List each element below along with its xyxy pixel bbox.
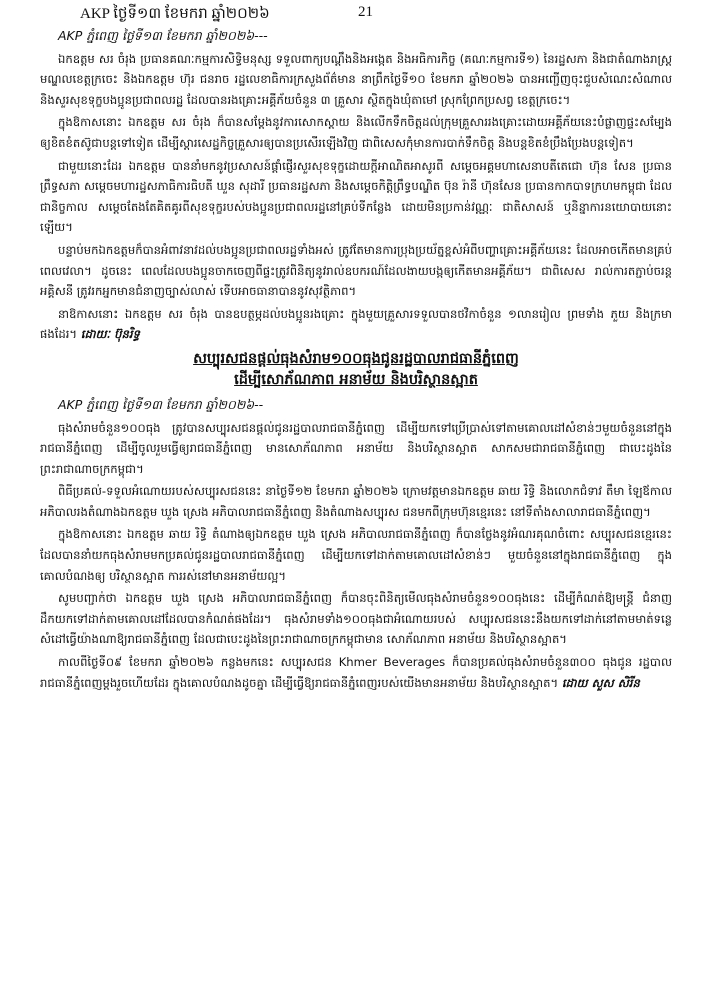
page-content — [40, 26, 672, 695]
article-1 — [40, 26, 672, 345]
article-1-paragraph-1: ឯកឧត្តម សរ ចំរុង ប្រធានគណៈកម្មការសិទ្ធិមនុស្ស ទទួលពាក្យបណ្តឹងនិងអង្កេត និងអធិការកិច្ច (គណៈកម្មការទី១) នៃរដ្ឋសភា និងជាតំណាងរាស្រ្តមណ្ឌលខេត្តក្រចេះ និងឯកឧត្តម ហ៊ុរ ជនរាច រដ្ឋលេខាធិការក្រសួងព័ត៌មាន នាព្រឹកថ្ងៃទី១០ ខែមករា ឆ្នាំ២០២៦ បានអញ្ជើញចុះជួបសំណេះសំណាល និងសួរសុខទុក្ខបងប្អូនប្រជាពលរដ្ឋ ដែលបានរងគ្រោះអគ្គីភ័យចំនួន ៣ គ្រួសារ ស្ថិតក្នុងឃុំតាមៅ ស្រុកព្រែកប្រសព្វ ខេត្តក្រចេះ។ — [40, 51, 672, 107]
article-1-paragraph-5 — [40, 304, 672, 345]
article-1-paragraph-2: ក្នុងឱកាសនោះ ឯកឧត្តម សរ ចំរុង ក៏បានសម្តែងនូវការសោកស្តាយ និងលើកទឹកចិត្តដល់ក្រុមគ្រួសាររងគ្រោះដោយអគ្គីភ័យនេះបំផ្លាញផ្ទះសម្បែង ឲ្យខិតខំតស៊ូជាបន្តទៅទៀត ដើម្បីស្តារសេដ្ឋកិច្ចគ្រួសារឲ្យបានប្រសើរឡើងវិញ ជាពិសេសកុំមានការបាក់ទឹកចិត្ត និងបន្តខិតខំប្រឹងប្រែងបន្តទៀត។ — [40, 115, 672, 150]
article-1-paragraph-5-text: នាឱកាសនោះ ឯកឧត្តម សរ ចំរុង បានឧបត្ថម្ភដល់បងប្អូនរងគ្រោះ ក្នុងមួយគ្រួសារទទួលបានថវិកាចំនួន ១លានរៀល ព្រមទាំង ភួយ និងក្រមាផងដែរ។ — [40, 306, 672, 342]
page-number: 21 — [358, 4, 373, 20]
article-2-title — [40, 349, 672, 391]
article-2-paragraph-5-text: កាលពីថ្ងៃទី០៩ ខែមករា ឆ្នាំ២០២៦ កន្លងមកនេះ សប្បុរសជន Khmer Beverages ក៏បានប្រគល់ធុងសំរាមចំនួន៣០០ ធុងជូន រដ្ឋបាលរាជធានីភ្នំពេញម្តងរួចហើយដែរ ក្នុងគោលបំណងដូចគ្នា ដើម្បីធ្វើឱ្យរាជធានីភ្នំពេញរបស់យើងមានអនាម័យ និងបរិស្ថានស្អាត។ — [40, 655, 672, 690]
article-2-paragraph-1: ធុងសំរាមចំនួន១០០ធុង ត្រូវបានសប្បុរសជនផ្តល់ជូនរដ្ឋបាលរាជធានីភ្នំពេញ ដើម្បីយកទៅប្រើប្រាស់ទៅតាមគោលដៅសំខាន់ៗមួយចំនួននៅក្នុងរាជធានីភ្នំពេញ ដើម្បីចូលរួមធ្វើឲ្យរាជធានីភ្នំពេញ មានសោភ័ណភាព អនាម័យ និងបរិស្ថានស្អាត សាកសមជារាជធានីភ្នំពេញ ជាបេះដូងនៃព្រះរាជាណាចក្រកម្ពុជា។ — [40, 420, 672, 476]
article-2-paragraph-3: ក្នុងឱកាសនោះ ឯកឧត្តម ឆាយ រិទ្ធិ តំណាងឲ្យឯកឧត្តម ឃួង ស្រេង អភិបាលរាជធានីភ្នំពេញ ក៏បានថ្លែងនូវអំណរគុណចំពោះ សប្បុរសជនខ្មេរនេះ ដែលបាននាំយកធុងសំរាមមកប្រគល់ជូនរដ្ឋបាលរាជធានីភ្នំពេញ ដើម្បីយកទៅដាក់តាមគោលដៅសំខាន់ៗ មួយចំនួននៅក្នុងរាជធានីភ្នំពេញ ក្នុងគោលបំណងឲ្យ បរិស្ថានស្អាត ការរស់នៅមានអនាម័យល្អ។ — [40, 527, 672, 583]
article-2-dateline: AKP ភ្នំពេញ ថ្ងៃទី១៣ ខែមករា ឆ្នាំ២០២៦-- — [58, 396, 264, 412]
article-2-paragraph-4: សូមបញ្ជាក់ថា ឯកឧត្តម ឃួង ស្រេង អភិបាលរាជធានីភ្នំពេញ ក៏បានចុះពិនិត្យមើលធុងសំរាមចំនួន១០០ធុងនេះ ដើម្បីកំណត់ឱ្យមន្ត្រី ជំនាញ ដឹកយកទៅដាក់តាមគោលដៅដែលបានកំណត់ផងដែរ។ ធុងសំរាមទាំង១០០ធុងជាអំណោយរបស់ សប្បុរសជននេះនឹងយកទៅដាក់នៅតាមមាត់ទន្លេ សំដៅធ្វើយ៉ាងណាឱ្យរាជធានីភ្នំពេញ ដែលជាបេះដូងនៃព្រះរាជាណាចក្រកម្ពុជាមាន សោភ័ណភាព អនាម័យ និងបរិស្ថានស្អាត។ — [40, 591, 672, 647]
article-1-paragraph-4: បន្ទាប់មកឯកឧត្តមក៏បានអំពាវនាវដល់បងប្អូនប្រជាពលរដ្ឋទាំងអស់ ត្រូវតែមានការប្រុងប្រយ័ត្នខ្ពស់អំពីបញ្ហាគ្រោះអគ្គីភ័យនេះ ដែលអាចកើតមានគ្រប់ពេលវេលា។ ដូចនេះ ពេលដែលបងប្អូនចាកចេញពីផ្ទះត្រូវពិនិត្យនូវរាល់ឧបករណ៍ដែលងាយបង្កឲ្យកើតមានអគ្គីភ័យ។ ជាពិសេស រាល់ការតភ្ជាប់ចរន្តអគ្គិសនី ត្រូវរកអ្នកមានជំនាញច្បាស់លាស់ ទើបអាចធានាបាននូវសុវត្ថិភាព។ — [40, 242, 672, 299]
article-1-paragraph-3: ជាមួយនោះដែរ ឯកឧត្តម បាននាំមកនូវប្រសាសន៍ផ្តាំផ្ញើរសួរសុខទុក្ខដោយក្តីអាណិតអាសូរពី សម្តេចអគ្គមហាសេនាបតីតេជោ ហ៊ុន សែន ប្រធានព្រឹទ្ធសភា សម្តេចមហារដ្ឋសភាធិការធិបតី ឃួន សុដារី ប្រធានរដ្ឋសភា និងសម្តេចកិត្តិព្រឹទ្ធបណ្ឌិត ប៊ុន រ៉ានី ហ៊ុនសែន ប្រធានកាកបាទក្រហមកម្ពុជា ដែលជានិច្ចកាល សម្តេចតែងតែគិតគូរពីសុខទុក្ខរបស់បងប្អូនប្រជាពលរដ្ឋនៅគ្រប់ទីកន្លែង ដោយមិនប្រកាន់វណ្ណៈ ជាតិសាសន៍ ឬនិន្នាការនយោបាយនោះឡើយ។ — [40, 158, 672, 235]
header-date: AKP ថ្ងៃទី១៣ ខែមករា ឆ្នាំ២០២៦ — [80, 6, 270, 22]
running-header — [80, 4, 667, 24]
article-2-paragraph-2: ពិធីប្រគល់-ទទួលអំណោយរបស់សប្បុរសជននេះ នាថ្ងៃទី១២ ខែមករា ឆ្នាំ២០២៦ ក្រោមវត្តមានឯកឧត្តម ឆាយ រិទ្ធិ និងលោកជំទាវ តឹមា ឡៃឪកាល អភិបាលរងតំណាងឯកឧត្តម ឃួង ស្រេង អភិបាលរាជធានីភ្នំពេញ និងតំណាងសប្បុរស ជនមកពីក្រុមហ៊ុនខ្មេរនេះ នៅទីតាំងសាលារាជធានីភ្នំពេញ។ — [40, 484, 672, 519]
article-2-byline: ដោយ សួស សិរីន — [561, 675, 640, 690]
article-2-title-line-1: សប្បុរសជនផ្តល់ធុងសំរាម១០០ធុងជូនរដ្ឋបាលរាជធានីភ្នំពេញ — [193, 350, 519, 367]
article-2 — [40, 349, 672, 693]
article-2-title-line-2: ដើម្បីសោភ័ណភាព អនាម័យ និងបរិស្ថានស្អាត — [234, 371, 478, 388]
article-1-byline: ដោយៈ ប៊ុនរិទ្ធ — [80, 327, 140, 342]
article-2-paragraph-5 — [40, 652, 672, 693]
article-1-dateline: AKP ភ្នំពេញ ថ្ងៃទី១៣ ខែមករា ឆ្នាំ២០២៦--- — [58, 28, 268, 43]
